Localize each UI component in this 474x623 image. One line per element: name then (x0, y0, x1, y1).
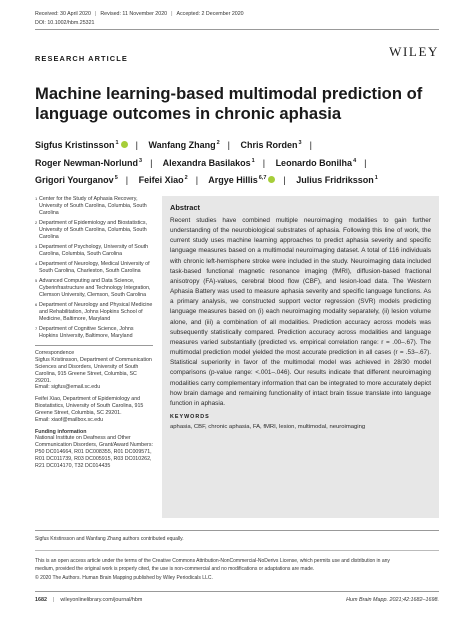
correspondence-title: Correspondence (35, 350, 75, 357)
journal-url[interactable]: wileyonlinelibrary.com/journal/hbm (60, 597, 143, 603)
received-date: Received: 30 April 2020 (35, 11, 91, 17)
author-name[interactable]: Roger Newman-Norlund$^3$ (35, 157, 143, 168)
abstract-box (162, 196, 439, 518)
footnote-divider (35, 530, 439, 531)
section-label: RESEARCH ARTICLE (35, 54, 128, 63)
history-bar (35, 9, 439, 19)
author-name[interactable]: Alexandra Basilakos$^1$ (162, 157, 255, 168)
page-footer: 1682 | wileyonlinelibrary.com/journal/hbm Hum Brain Mapp. 2021;42:1682–1698. (35, 597, 439, 603)
affiliation: 5 Advanced Computing and Data Science, Cyberinfrastructure and Technology Integration, Clemson University, Clemson, South Carolina (35, 278, 151, 298)
top-divider (35, 29, 439, 30)
correspondence-person: Feifei Xiao, Department of Epidemiology and Biostatistics, University of South Carolina, 915 Greene Street, Columbia, SC 29201. (35, 396, 144, 416)
correspondence-email[interactable]: Email: sigfus@email.sc.edu (35, 384, 101, 391)
correspondence-block (35, 396, 153, 423)
author-list: Sigfus Kristinsson$^1$ | Wanfang Zhang$^2$ | Chris Rorden$^3$ | Roger Newman-Norlund$^3$ | Alexandra Basilakos$^1$ | Leonardo Bonilha$^4$ | Grigori Yourganov$^5$ | Feifei Xiao$^2$ | Argye Hillis$^{6,7}$ | Julius Fridriksson$^1$ (35, 140, 378, 185)
keywords-text: aphasia, CBF, chronic aphasia, FA, fMRI, lesion, multimodal, neuroimaging (170, 423, 366, 430)
abstract-title: Abstract (170, 203, 200, 212)
correspondence-email[interactable]: Email: xiaof@mailbox.sc.edu (35, 416, 104, 423)
journal-citation: Hum Brain Mapp. 2021;42:1682–1698. (346, 597, 439, 603)
funding-title: Funding information (35, 428, 87, 435)
history-separator: | (171, 11, 173, 17)
author-name[interactable]: Leonardo Bonilha$^4$ (275, 157, 357, 168)
license-divider (35, 550, 439, 551)
affiliation: 7 Department of Cognitive Science, Johns Hopkins University, Baltimore, Maryland (35, 325, 134, 339)
license-line: medium, provided the original work is properly cited, the use is non-commercial and no modifications or adaptations are made. (35, 566, 315, 573)
copyright-line: © 2020 The Authors. Human Brain Mapping published by Wiley Periodicals LLC. (35, 574, 213, 581)
affiliation: 4 Department of Neurology, Medical University of South Carolina, Charleston, South Carolina (35, 260, 150, 274)
author-footnote: Sigfus Kristinsson and Wanfang Zhang authors contributed equally. (35, 536, 184, 542)
author-name[interactable]: Wanfang Zhang$^2$ (148, 140, 220, 150)
page-number: 1682 (35, 597, 47, 603)
abstract-text: Recent studies have combined multiple neuroimaging modalities to gain further understanding of the neurobiological substrates of aphasia. Following this line of work, the current study uses machine learning approaches to predict aphasia severity and specific language measures based on a multimodal neuroimaging dataset. A total of 116 individuals with chronic left-hemisphere stroke were included in the study. Neuroimaging data included task-based functional magnetic resonance imaging (fMRI), diffusion-based fractional anisotropy (FA)-values, cerebral blood flow (CBF), and lesion-load data. The Western Aphasia Battery was used to measure aphasia severity and specific language functions. As a primary analysis, we constructed support vector regression (SVR) models predicting language measures based on (i) each neuroimaging modality separately, (ii) lesion volume alone, and (iii) a combination of all modalities. Prediction accuracy across models was subsequently statistically compared. Prediction accuracy across modalities and language measures varied substantially (predicted vs. empirical correlation range: r = .00–.67). The multimodal prediction model yielded the most accurate prediction in all cases (r = .53–.67). Statistical superiority in favor of the multimodal model was achieved in 28/30 model comparisons (p-value range: <.001–.046). Our results indicate that different neuroimaging modalities carry complementary information that can be integrated to more accurately depict how brain damage and remaining functionality of intact brain tissue translate into language function in aphasia. (170, 217, 431, 407)
publisher-logo: WILEY (389, 44, 439, 59)
orcid-icon[interactable] (268, 176, 275, 183)
footer-divider (35, 591, 439, 592)
author-name[interactable]: Sigfus Kristinsson$^1$ (35, 140, 128, 150)
history-separator: | (94, 11, 97, 17)
affiliation: 6 Department of Neurology and Physical Medicine and Rehabilitation, Johns Hopkins School of Medicine, Baltimore, Maryland (35, 301, 153, 322)
author-name[interactable]: Feifei Xiao$^2$ (138, 175, 188, 185)
affiliation: 1 Center for the Study of Aphasia Recovery, University of South Carolina, Columbia, South Carolina (35, 196, 147, 216)
correspondence-person: Sigfus Kristinsson, Department of Communication Sciences and Disorders, University of South Carolina, 915 Greene Street, Columbia, SC 29201. (35, 356, 152, 384)
sidebar-column (35, 196, 153, 470)
revised-date: Revised: 11 November 2020 (100, 11, 168, 17)
sidebar-divider (35, 345, 153, 346)
affiliation: 2 Department of Epidemiology and Biostatistics, University of South Carolina, Columbia, South Carolina (35, 219, 148, 240)
funding-block (35, 429, 153, 470)
accepted-date: Accepted: 2 December 2020 (176, 11, 244, 17)
article-title: Machine learning-based multimodal prediction of language outcomes in chronic aphasia (35, 84, 423, 123)
orcid-icon[interactable] (121, 141, 128, 148)
doi-link[interactable]: DOI: 10.1002/hbm.25321 (35, 20, 95, 26)
author-name[interactable]: Grigori Yourganov$^5$ (35, 175, 118, 185)
affiliation: 3 Department of Psychology, University of South Carolina, Columbia, South Carolina (35, 243, 149, 257)
funding-text: National Institute on Deafness and Other Communication Disorders, Grant/Award Numbers: P50 DC014664, R01 DC008355, R01 DC009571, R01 DC011739, R03 DC005915, R03 DC010262, R21 DC014170, T32 DC014435 (35, 435, 153, 469)
correspondence-block (35, 350, 153, 391)
keywords-title: KEYWORDS (170, 413, 210, 420)
license-line: This is an open access article under the terms of the Creative Commons Attribution-NonCommercial-NoDerivs License, which permits use and distribution in any (35, 558, 390, 564)
author-name[interactable]: Chris Rorden$^3$ (240, 140, 302, 150)
author-name[interactable]: Julius Fridriksson$^1$ (296, 175, 378, 185)
license-notice (35, 557, 439, 582)
author-name[interactable]: Argye Hillis$^{6,7}$ (208, 175, 275, 185)
